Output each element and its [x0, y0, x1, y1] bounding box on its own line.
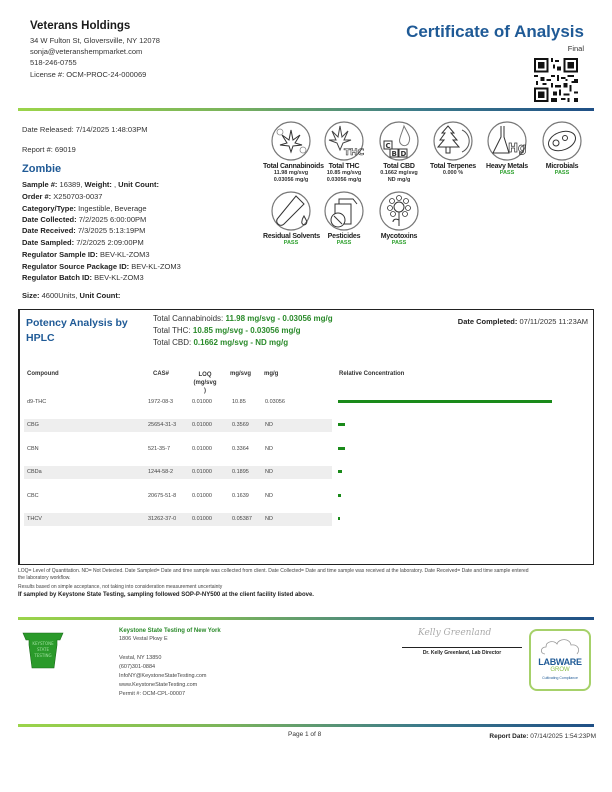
logo-text-1: KEYSTONE: [32, 641, 54, 646]
svg-text:Hg: Hg: [508, 141, 527, 155]
order-number-value: X250703-0037: [51, 192, 103, 201]
lab-address-street: 1806 Vestal Pkwy E: [119, 636, 168, 642]
column-header-mg-svg: mg/svg: [230, 371, 252, 377]
mycotoxins-flower-icon: [378, 190, 420, 232]
svg-text:THC: THC: [344, 148, 365, 158]
keystone-logo-icon: [22, 632, 64, 670]
regulator-source-package-value: BEV-KL-ZOM3: [129, 262, 181, 271]
summary-value-1: 10.85 mg/svg: [326, 170, 362, 176]
summary-value-2: 0.03056 mg/g: [273, 177, 309, 183]
summary-total-cannabinoids: [263, 120, 324, 184]
summary-title: Total CBD: [383, 163, 415, 170]
mg-svg-value: 10.85: [232, 399, 246, 405]
sample-number-label: Sample #:: [22, 180, 58, 189]
total-thc-summary: [153, 326, 300, 335]
company-phone: 518-246-0755: [30, 58, 77, 67]
summary-value-1: 11.98 mg/svg: [273, 170, 309, 176]
cas-number: 1972-08-3: [148, 399, 174, 405]
loq-value: 0.01000: [192, 516, 212, 522]
loq-value: 0.01000: [192, 492, 212, 499]
regulator-batch-id-label: Regulator Batch ID:: [22, 273, 93, 282]
labware-tagline: Cultivating Compliance: [542, 676, 578, 680]
loq-value: 0.01000: [192, 422, 212, 429]
summary-value-2: 0.03056 mg/g: [326, 177, 362, 183]
compound-name: CBN: [27, 445, 39, 452]
loq-header-line3: ): [204, 388, 206, 394]
table-row: [24, 513, 332, 526]
mg-svg-value: 0.05387: [232, 516, 252, 522]
loq-value: 0.01000: [192, 445, 212, 452]
potency-panel: [18, 309, 594, 565]
company-name: Veterans Holdings: [30, 20, 131, 32]
date-collected-value: 7/2/2025 6:00:00PM: [76, 215, 147, 224]
mg-g-value: ND: [265, 422, 273, 429]
relative-concentration-bar: [338, 470, 342, 473]
mg-svg-value: 0.3364: [232, 445, 249, 452]
svg-text:B: B: [391, 150, 397, 158]
lab-website[interactable]: www.KeystoneStateTesting.com: [119, 682, 198, 688]
cannabinoids-icon: [270, 120, 312, 162]
regulator-batch-id-value: BEV-KL-ZOM3: [92, 273, 144, 282]
table-row: [24, 443, 332, 456]
director-signature: Kelly Greenland: [418, 628, 492, 638]
total-cbd-value: 0.1662 mg/svg - ND mg/g: [193, 338, 289, 347]
mg-g-value: ND: [265, 492, 273, 499]
cas-number: 25654-31-3: [148, 422, 177, 429]
column-header-loq: [191, 371, 219, 395]
summary-mycotoxins: [371, 190, 427, 247]
potency-title: Potency Analysis by HPLC: [26, 317, 128, 344]
table-row: [24, 419, 332, 432]
summary-heavy-metals: [479, 120, 535, 177]
compound-name: THCV: [27, 516, 42, 522]
order-number-line: [22, 192, 102, 201]
pesticides-sprayer-icon: [323, 190, 365, 232]
summary-value-1: 0.1662 mg/svg: [380, 170, 418, 176]
lab-address-city: Vestal, NY 13850: [119, 655, 162, 661]
bottom-divider: [18, 724, 594, 727]
signature-line: [402, 647, 522, 648]
category-label: Category/Type:: [22, 204, 77, 213]
summary-title: Microbials: [545, 163, 579, 170]
report-number: Report #: 69019: [22, 145, 76, 154]
terpenes-tree-icon: [432, 120, 474, 162]
total-cbd-summary: [153, 338, 288, 347]
size-label: Size:: [22, 291, 40, 300]
date-released: Date Released: 7/14/2025 1:48:03PM: [22, 125, 148, 134]
document-status: Final: [567, 44, 584, 53]
notes-definitions-cont: the laboratory workflow.: [18, 575, 71, 581]
total-cannabinoids-value: 11.98 mg/svg - 0.03056 mg/g: [225, 314, 333, 323]
table-row: [24, 490, 332, 503]
mg-svg-value: 0.1639: [232, 492, 249, 499]
total-cannabinoids-label: Total Cannabinoids:: [153, 314, 226, 323]
compound-name: d9-THC: [27, 399, 47, 405]
company-email: sonja@veteranshempmarket.com: [30, 47, 143, 56]
heavy-metals-flask-icon: [486, 120, 528, 162]
date-collected-line: [22, 215, 146, 224]
total-cbd-label: Total CBD:: [153, 338, 194, 347]
mg-g-value: ND: [265, 469, 273, 476]
summary-title: Pesticides: [327, 233, 361, 240]
column-header-mg-g: mg/g: [264, 371, 279, 377]
summary-total-thc: [316, 120, 372, 184]
loq-value: 0.01000: [192, 399, 212, 405]
logo-text-2: STATE: [36, 647, 50, 652]
compound-name: CBC: [27, 492, 39, 499]
summary-residual-solvents: [263, 190, 319, 247]
summary-value-1: 0.000 %: [442, 170, 464, 176]
compound-name: CBDa: [27, 469, 42, 476]
report-date-value: 07/14/2025 1:54:23PM: [528, 733, 596, 740]
lab-phone: (607)301-0884: [119, 664, 156, 670]
notes-sampling-sop: If sampled by Keystone State Testing, sampling followed SOP-P-NY500 at the client facility listed above.: [18, 592, 314, 598]
summary-title: Residual Solvents: [263, 233, 320, 240]
page-number: Page 1 of 8: [288, 731, 322, 738]
category-value: Ingestible, Beverage: [76, 204, 147, 213]
category-line: [22, 204, 147, 213]
cloud-icon: [539, 636, 583, 656]
lab-name: Keystone State Testing of New York: [119, 628, 221, 634]
pass-badge: PASS: [499, 170, 515, 176]
unit-count-label: Unit Count:: [118, 180, 159, 189]
logo-text-3: TESTING: [34, 653, 52, 658]
svg-text:C: C: [385, 142, 391, 150]
total-cannabinoids-summary: [153, 314, 333, 323]
relative-concentration-bar: [338, 517, 340, 520]
date-completed-value: 07/11/2025 11:23AM: [517, 317, 588, 326]
summary-pesticides: [316, 190, 372, 247]
qr-code-icon[interactable]: [534, 58, 578, 102]
company-address: 34 W Fulton St, Gloversville, NY 12078: [30, 36, 160, 45]
regulator-source-package-line: [22, 262, 181, 271]
order-number-label: Order #:: [22, 192, 52, 201]
pass-badge: PASS: [336, 240, 352, 246]
date-sampled-line: [22, 238, 144, 247]
summary-title: Total THC: [328, 163, 360, 170]
size-line: [22, 291, 120, 300]
compound-name: CBG: [27, 422, 39, 429]
column-header-cas: CAS#: [153, 371, 170, 377]
weight-label: Weight:: [84, 180, 112, 189]
thc-leaf-icon: [323, 120, 365, 162]
column-header-relative-concentration: Relative Concentration: [339, 371, 405, 377]
total-thc-value: 10.85 mg/svg - 0.03056 mg/g: [192, 326, 301, 335]
date-sampled-label: Date Sampled:: [22, 238, 75, 247]
labware-name: LABWARE: [538, 657, 582, 667]
cas-number: 31262-37-0: [148, 516, 177, 522]
report-date: [489, 733, 596, 740]
total-thc-label: Total THC:: [153, 326, 193, 335]
sample-name: Zombie: [22, 163, 62, 175]
summary-title: Mycotoxins: [380, 233, 418, 240]
company-license: License #: OCM-PROC-24-000069: [30, 70, 147, 79]
weight-value: ,: [111, 180, 119, 189]
cbd-drop-icon: [378, 120, 420, 162]
date-received-value: 7/3/2025 5:13:19PM: [75, 226, 146, 235]
date-received-line: [22, 226, 145, 235]
relative-concentration-bar: [338, 400, 552, 403]
loq-value: 0.01000: [192, 469, 212, 476]
residual-solvents-tube-icon: [270, 190, 312, 232]
svg-text:D: D: [400, 150, 407, 158]
mg-svg-value: 0.1895: [232, 469, 249, 476]
cas-number: 20675-51-8: [148, 492, 177, 499]
report-date-label: Report Date:: [489, 733, 529, 740]
summary-title: Heavy Metals: [486, 163, 528, 170]
summary-title: Total Terpenes: [430, 163, 476, 170]
document-title: Certificate of Analysis: [406, 22, 584, 41]
footer-divider: [18, 617, 594, 620]
lab-email[interactable]: InfoNY@KeystoneStateTesting.com: [119, 673, 207, 679]
pass-badge: PASS: [554, 170, 570, 176]
cas-number: 521-35-7: [148, 445, 171, 452]
notes-acceptance: Results based on simple acceptance, not taking into consideration measurement uncertainty: [18, 584, 223, 590]
director-name: Dr. Kelly Greenland, Lab Director: [422, 650, 502, 656]
summary-total-terpenes: [425, 120, 481, 177]
sample-number-line: [22, 180, 159, 189]
column-header-compound: Compound: [27, 371, 59, 377]
labware-logo: [529, 629, 591, 691]
table-row: [24, 466, 332, 479]
header-divider: [18, 108, 594, 111]
summary-value-2: ND mg/g: [387, 177, 411, 183]
mg-svg-value: 0.3569: [232, 422, 249, 429]
summary-title: Total Cannabinoids: [263, 163, 324, 170]
relative-concentration-bar: [338, 423, 345, 426]
mg-g-value: ND: [265, 445, 273, 452]
loq-header-line1: LOQ: [198, 372, 212, 378]
size-unit-count-label: Unit Count:: [79, 291, 121, 300]
labware-grow: GROW: [550, 667, 570, 673]
sample-number-value: 16389,: [57, 180, 85, 189]
microbials-cell-icon: [541, 120, 583, 162]
regulator-source-package-label: Regulator Source Package ID:: [22, 262, 130, 271]
relative-concentration-bar: [338, 494, 341, 497]
lab-permit: Permit #: OCM-CPL-00007: [119, 691, 186, 697]
date-completed-label: Date Completed:: [457, 317, 518, 326]
pass-badge: PASS: [283, 240, 299, 246]
table-row: [24, 396, 332, 409]
summary-microbials: [534, 120, 590, 177]
date-collected-label: Date Collected:: [22, 215, 77, 224]
mg-g-value: 0.03056: [265, 399, 285, 405]
loq-header-line2: (mg/svg: [193, 380, 217, 386]
cas-number: 1244-58-2: [148, 469, 174, 476]
date-received-label: Date Received:: [22, 226, 76, 235]
notes-definitions: LOQ= Level of Quantitation. ND= Not Detected. Date Sampled= Date and time sample was collected from client. Date Collected= Date and time sample was received at the laboratory. Date Received= Date and time sample entered: [18, 568, 529, 574]
pass-badge: PASS: [391, 240, 407, 246]
mg-g-value: ND: [265, 516, 273, 522]
regulator-sample-id-label: Regulator Sample ID:: [22, 250, 98, 259]
regulator-sample-id-line: [22, 250, 150, 259]
size-value: 4600Units,: [39, 291, 80, 300]
regulator-sample-id-value: BEV-KL-ZOM3: [97, 250, 150, 259]
summary-total-cbd: [371, 120, 427, 184]
regulator-batch-id-line: [22, 273, 144, 282]
date-sampled-value: 7/2/2025 2:09:00PM: [74, 238, 144, 247]
relative-concentration-bar: [338, 447, 345, 450]
date-completed: [458, 317, 588, 326]
